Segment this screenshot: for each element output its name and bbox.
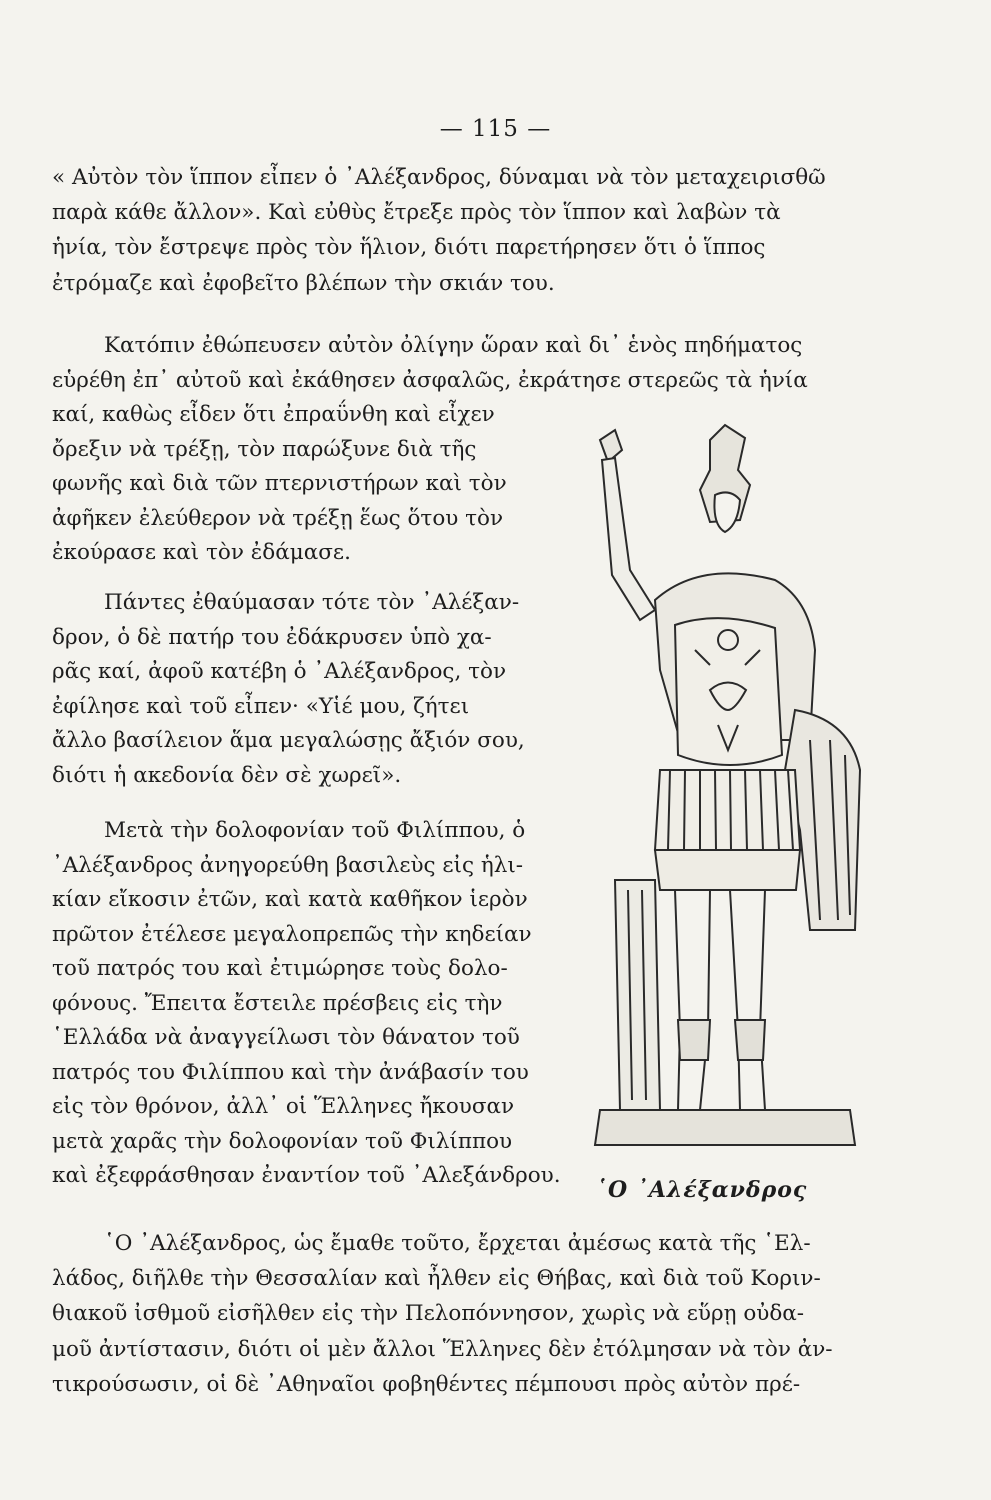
text-line: ἐτρόμαζε καὶ ἐφοβεῖτο βλέπων τὴν σκιάν του. <box>52 270 555 296</box>
text-line: ἐφίλησε καὶ τοῦ εἶπεν· «Υἱέ μου, ζήτει <box>52 693 470 719</box>
text-line: δρον, ὁ δὲ πατήρ του ἐδάκρυσεν ὑπὸ χα- <box>52 624 492 650</box>
text-line: εὑρέθη ἐπ᾿ αὐτοῦ καὶ ἐκάθησεν ἀσφαλῶς, ἐκράτησε στερεῶς τὰ ἡνία <box>52 368 808 394</box>
alexander-statue-illustration <box>560 410 870 1190</box>
text-line: θιακοῦ ἰσθμοῦ εἰσῆλθεν εἰς τὴν Πελοπόννησον, χωρὶς νὰ εὕρῃ οὐδα- <box>52 1301 805 1327</box>
text-line: ἄλλο βασίλειον ἅμα μεγαλώσῃς ἄξιόν σου, <box>52 728 525 753</box>
figure-caption: ῾Ο ᾿Αλέξανδρος <box>596 1177 808 1203</box>
text-line: Μετὰ τὴν δολοφονίαν τοῦ Φιλίππου, ὁ <box>104 818 526 843</box>
text-line: ῾Ο ᾿Αλέξανδρος, ὡς ἔμαθε τοῦτο, ἔρχεται ἀμέσως κατὰ τῆς ῾Ελ- <box>104 1231 811 1256</box>
text-line: « Αὐτὸν τὸν ἵππον εἶπεν ὁ ᾿Αλέξανδρος, δύναμαι νὰ τὸν μεταχειρισθῶ <box>52 165 826 190</box>
text-line: μοῦ ἀντίστασιν, διότι οἱ μὲν ἄλλοι Ἕλληνες δὲν ἐτόλμησαν νὰ τὸν ἀν- <box>52 1336 833 1362</box>
paragraph-5 <box>52 1226 880 1402</box>
text-line: ἐκούρασε καὶ τὸν ἐδάμασε. <box>52 540 351 565</box>
paragraph-2-bottom <box>52 398 547 571</box>
text-line: ἀφῆκεν ἐλεύθερον νὰ τρέξῃ ἕως ὅτου τὸν <box>52 505 504 531</box>
text-line: ἡνία, τὸν ἔστρεψε πρὸς τὸν ἥλιον, διότι παρετήρησεν ὅτι ὁ ἵππος <box>52 235 766 261</box>
text-line: καὶ ἐξεφράσθησαν ἐναντίον τοῦ ᾿Αλεξάνδρου. <box>52 1163 561 1188</box>
text-line: εἰς τὸν θρόνον, ἀλλ᾿ οἱ Ἕλληνες ἤκουσαν <box>52 1094 515 1119</box>
text-line: μετὰ χαρᾶς τὴν δολοφονίαν τοῦ Φιλίππου <box>52 1128 513 1154</box>
text-line: πρῶτον ἐτέλεσε μεγαλοπρεπῶς τὴν κηδείαν <box>52 921 532 947</box>
paragraph-3 <box>52 586 547 793</box>
paragraph-4 <box>52 814 561 1194</box>
text-line: τοῦ πατρός του καὶ ἐτιμώρησε τοὺς δολο- <box>52 956 508 981</box>
text-line: πατρός του Φιλίππου καὶ τὴν ἀνάβασίν του <box>52 1059 529 1085</box>
text-line: καί, καθὼς εἶδεν ὅτι ἐπραΰνθη καὶ εἶχεν <box>52 402 495 427</box>
text-line: ῾Ελλάδα νὰ ἀναγγείλωσι τὸν θάνατον τοῦ <box>52 1025 520 1050</box>
text-line: φόνους. Ἔπειτα ἔστειλε πρέσβεις εἰς τὴν <box>52 990 503 1016</box>
text-line: διότι ἡ ακεδονία δὲν σὲ χωρεῖ». <box>52 762 402 788</box>
text-line: τικρούσωσιν, οἱ δὲ ᾿Αθηναῖοι φοβηθέντες πέμπουσι πρὸς αὐτὸν πρέ- <box>52 1371 801 1397</box>
text-line: ὄρεξιν νὰ τρέξῃ, τὸν παρώξυνε διὰ τῆς <box>52 436 477 462</box>
text-line: ᾿Αλέξανδρος ἀνηγορεύθη βασιλεὺς εἰς ἡλι- <box>52 852 524 878</box>
text-line: ρᾶς καί, ἀφοῦ κατέβη ὁ ᾿Αλέξανδρος, τὸν <box>52 659 507 684</box>
paragraph-1 <box>52 160 880 301</box>
text-line: παρὰ κάθε ἄλλον». Καὶ εὐθὺς ἔτρεξε πρὸς τὸν ἵππον καὶ λαβὼν τὰ <box>52 200 781 226</box>
paragraph-2-top <box>52 328 880 398</box>
page-number: — 115 — <box>439 116 552 142</box>
text-line: Πάντες ἐθαύμασαν τότε τὸν ᾿Αλέξαν- <box>104 590 520 615</box>
text-line: κίαν εἴκοσιν ἐτῶν, καὶ κατὰ καθῆκον ἱερὸν <box>52 887 528 912</box>
text-line: φωνῆς καὶ διὰ τῶν πτερνιστήρων καὶ τὸν <box>52 471 507 496</box>
text-line: Κατόπιν ἐθώπευσεν αὐτὸν ὀλίγην ὥραν καὶ δι᾿ ἑνὸς πηδήματος <box>104 333 803 358</box>
text-line: λάδος, διῆλθε τὴν Θεσσαλίαν καὶ ἦλθεν εἰς Θήβας, καὶ διὰ τοῦ Κοριν- <box>52 1266 821 1292</box>
